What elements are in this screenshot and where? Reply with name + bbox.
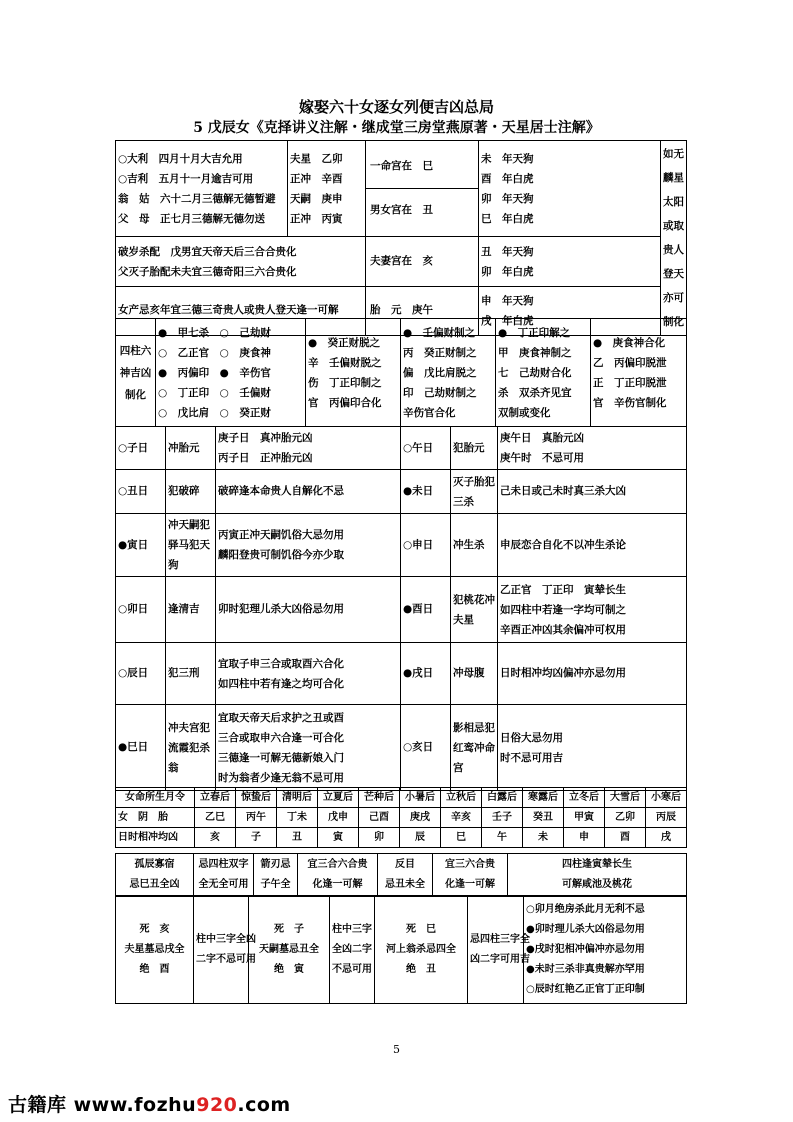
day-cell: ●未日	[401, 470, 451, 514]
six-gods-b: ● 癸正财脱之 辛 壬偏财脱之 伤 丁正印制之 官 丙偏印合化	[306, 319, 401, 427]
day-row	[116, 514, 687, 577]
day-text: 丙寅正冲天嗣饥俗大忌勿用 麟阳登贵可制饥俗今亦少取	[216, 514, 401, 577]
day-fan: 灭子胎犯三杀	[451, 470, 498, 514]
death-b: 柱中三字全凶 二字不忌可用	[194, 896, 249, 1004]
day-text: 卯时犯理儿杀大凶俗忌勿用	[216, 577, 401, 643]
footer-text-red: 920	[196, 1094, 238, 1116]
month-header: 立春后	[195, 788, 236, 808]
day-cell: ○卯日	[116, 577, 166, 643]
day-text: 庚午日 真胎元凶 庚午时 不忌可用	[498, 427, 687, 470]
clash-cell: 酉	[605, 828, 646, 848]
day-text: 宜取子申三合或取酉六合化 如四柱中若有逢之均可合化	[216, 643, 401, 705]
six-gods-c: ● 壬偏财制之 丙 癸正财制之 偏 戊比肩脱之 印 己劫财制之 辛伤官合化	[401, 319, 496, 427]
day-fan: 犯桃花冲夫星	[451, 577, 498, 643]
day-text: 己未日或己未时真三杀大凶	[498, 470, 687, 514]
page-subtitle: 5 戊辰女《克择讲义注解・继成堂三房堂燕原著・天星居士注解》	[193, 120, 600, 136]
day-text: 乙正官 丁正印 寅辇长生 如四柱中若逢一字均可制之 辛酉正冲凶其余偏冲可权用	[498, 577, 687, 643]
death-a: 死 亥 夫星墓忌戌全 绝 酉	[116, 896, 194, 1004]
overview-pos-3: 申 年天狗 戌 年白虎	[479, 286, 661, 335]
tai-cell: 辛亥	[441, 808, 482, 828]
section-overview	[115, 140, 687, 336]
clash-cell: 申	[564, 828, 605, 848]
day-fan: 犯破碎	[166, 470, 216, 514]
death-e: 死 巳 河上翁杀忌四全 绝 丑	[375, 896, 468, 1004]
month-header: 小暑后	[400, 788, 441, 808]
overview-left: ○大利 四月十月大吉允用 ○吉利 五月十一月逾吉可用 翁 姑 六十二月三德解无德暂避 父 母 正七月三德解无德勿送	[116, 141, 288, 237]
day-row	[116, 705, 687, 791]
month-header: 芒种后	[359, 788, 400, 808]
section-rules	[115, 853, 687, 897]
death-f: 忌四柱三字全 凶二字可用吉	[468, 896, 524, 1004]
day-text: 庚子日 真冲胎元凶 丙子日 正冲胎元凶	[216, 427, 401, 470]
month-header-label: 女命所生月令	[116, 788, 195, 808]
day-cell: ●巳日	[116, 705, 166, 791]
footer-watermark[interactable]	[8, 1090, 291, 1117]
death-d: 柱中三字 全凶二字 不忌可用	[330, 896, 375, 1004]
clash-cell: 戌	[646, 828, 687, 848]
tai-cell: 丙辰	[646, 808, 687, 828]
rule-c: 箭刃忌 子午全	[254, 854, 298, 897]
month-header: 白露后	[482, 788, 523, 808]
gong-d: 胎 元 庚午	[366, 286, 479, 335]
tai-cell: 庚戌	[400, 808, 441, 828]
clash-cell: 午	[482, 828, 523, 848]
footer-text: .com	[237, 1094, 291, 1116]
day-fan: 犯三刑	[166, 643, 216, 705]
tai-cell: 丁未	[277, 808, 318, 828]
rule-g: 四柱逢寅辇长生 可解咸池及桃花	[508, 854, 687, 897]
clash-cell: 丑	[277, 828, 318, 848]
day-fan: 影相忌犯红鸾冲命宫	[451, 705, 498, 791]
day-cell: ○午日	[401, 427, 451, 470]
page-number: 5	[393, 1043, 400, 1056]
day-fan: 冲夫宫犯流霞犯杀翁	[166, 705, 216, 791]
day-fan: 逢清吉	[166, 577, 216, 643]
day-cell: ○子日	[116, 427, 166, 470]
clash-cell: 寅	[318, 828, 359, 848]
overview-mid: 破岁杀配 戊男宜天帝天后三合合贵化 父灭子胎配未夫宜三德奇阳三六合贵化	[116, 237, 366, 286]
overview-pos-2: 丑 年天狗 卯 年白虎	[479, 237, 661, 286]
day-cell: ○申日	[401, 514, 451, 577]
day-row	[116, 643, 687, 705]
tai-cell: 丙午	[236, 808, 277, 828]
tai-label: 女 阴 胎	[116, 808, 195, 828]
six-gods-a: ● 甲七杀 ○ 己劫财 ○ 乙正官 ○ 庚食神 ● 丙偏印 ● 辛伤官 ○ 丁正印 ○ 壬偏财 ○ 戊比肩 ○ 癸正财	[156, 319, 306, 427]
day-row	[116, 427, 687, 470]
day-cell: ○丑日	[116, 470, 166, 514]
clash-cell: 巳	[441, 828, 482, 848]
rule-e: 反目 忌丑未全	[378, 854, 433, 897]
month-header: 清明后	[277, 788, 318, 808]
section-months	[115, 787, 687, 848]
month-header: 小寒后	[646, 788, 687, 808]
day-fan: 冲天嗣犯驿马犯天狗	[166, 514, 216, 577]
day-text: 申辰恋合自化不以冲生杀论	[498, 514, 687, 577]
tai-cell: 乙卯	[605, 808, 646, 828]
six-gods-d: ● 丁正印解之 甲 庚食神制之 七 己劫财合化 杀 双杀齐见宜 双制或变化	[496, 319, 591, 427]
footer-text: 古籍库 www.fozhu	[8, 1094, 197, 1116]
overview-side-note: 如无麟星太阳或取贵人登天亦可制化	[661, 141, 687, 336]
clash-cell: 未	[523, 828, 564, 848]
section-days	[115, 426, 687, 791]
overview-pos-1: 未 年天狗 酉 年白虎 卯 年天狗 巳 年白虎	[479, 141, 661, 237]
rule-d: 宜三合六合贵 化逢一可解	[298, 854, 378, 897]
tai-cell: 己酉	[359, 808, 400, 828]
day-cell: ●戌日	[401, 643, 451, 705]
page-title: 嫁娶六十女逐女列便吉凶总局	[298, 98, 494, 116]
overview-stars: 夫星 乙卯 正冲 辛酉 天嗣 庚申 正冲 丙寅	[288, 141, 366, 237]
death-c: 死 子 天嗣墓忌丑全 绝 寅	[249, 896, 330, 1004]
month-header: 寒露后	[523, 788, 564, 808]
day-row	[116, 577, 687, 643]
day-text: 破碎逢本命贵人自解化不忌	[216, 470, 401, 514]
section-six-gods	[115, 318, 687, 427]
month-header: 惊蛰后	[236, 788, 277, 808]
day-cell: ●酉日	[401, 577, 451, 643]
day-cell: ○辰日	[116, 643, 166, 705]
day-text: 日时相冲均凶偏冲亦忌勿用	[498, 643, 687, 705]
month-header: 立冬后	[564, 788, 605, 808]
month-header: 立秋后	[441, 788, 482, 808]
day-text: 日俗大忌勿用 时不忌可用吉	[498, 705, 687, 791]
rule-f: 宜三六合贵 化逢一可解	[433, 854, 508, 897]
tai-cell: 癸丑	[523, 808, 564, 828]
day-fan: 冲母腹	[451, 643, 498, 705]
rule-b: 忌四柱双字 全无全可用	[194, 854, 254, 897]
clash-cell: 亥	[195, 828, 236, 848]
tai-cell: 甲寅	[564, 808, 605, 828]
day-cell: ○亥日	[401, 705, 451, 791]
overview-bottom: 女产忌亥年宜三德三奇贵人或贵人登天逢一可解	[116, 286, 366, 335]
tai-cell: 壬子	[482, 808, 523, 828]
death-g: ○卯月绝房杀此月无利不忌 ●卯时理儿杀大凶俗忌勿用 ●戌时犯相冲偏冲亦忌勿用 ●未时三杀非真贵解亦罕用 ○辰时红艳乙正官丁正印制	[524, 896, 687, 1004]
rule-a: 孤辰寡宿 忌巳丑全凶	[116, 854, 194, 897]
day-cell: ●寅日	[116, 514, 166, 577]
day-fan: 冲胎元	[166, 427, 216, 470]
overview-gongs: 一命宫在 巳 男女宫在 丑	[366, 141, 479, 237]
clash-cell: 卯	[359, 828, 400, 848]
day-fan: 犯胎元	[451, 427, 498, 470]
tai-cell: 乙巳	[195, 808, 236, 828]
month-header: 立夏后	[318, 788, 359, 808]
six-gods-label: 四柱六神吉凶制化	[116, 319, 156, 427]
clash-cell: 辰	[400, 828, 441, 848]
gong-c: 夫妻宫在 亥	[366, 237, 479, 286]
section-death	[115, 895, 687, 1004]
day-row	[116, 470, 687, 514]
clash-label: 日时相冲均凶	[116, 828, 195, 848]
day-text: 宜取天帝天后求护之丑或酉 三合或取申六合逢一可合化 三德逢一可解无德新娘入门 时为翁者少逢无翁不忌可用	[216, 705, 401, 791]
tai-cell: 戊申	[318, 808, 359, 828]
day-fan: 冲生杀	[451, 514, 498, 577]
month-header: 大雪后	[605, 788, 646, 808]
clash-cell: 子	[236, 828, 277, 848]
six-gods-e: ● 庚食神合化 乙 丙偏印脱泄 正 丁正印脱泄 官 辛伤官制化	[591, 319, 687, 427]
